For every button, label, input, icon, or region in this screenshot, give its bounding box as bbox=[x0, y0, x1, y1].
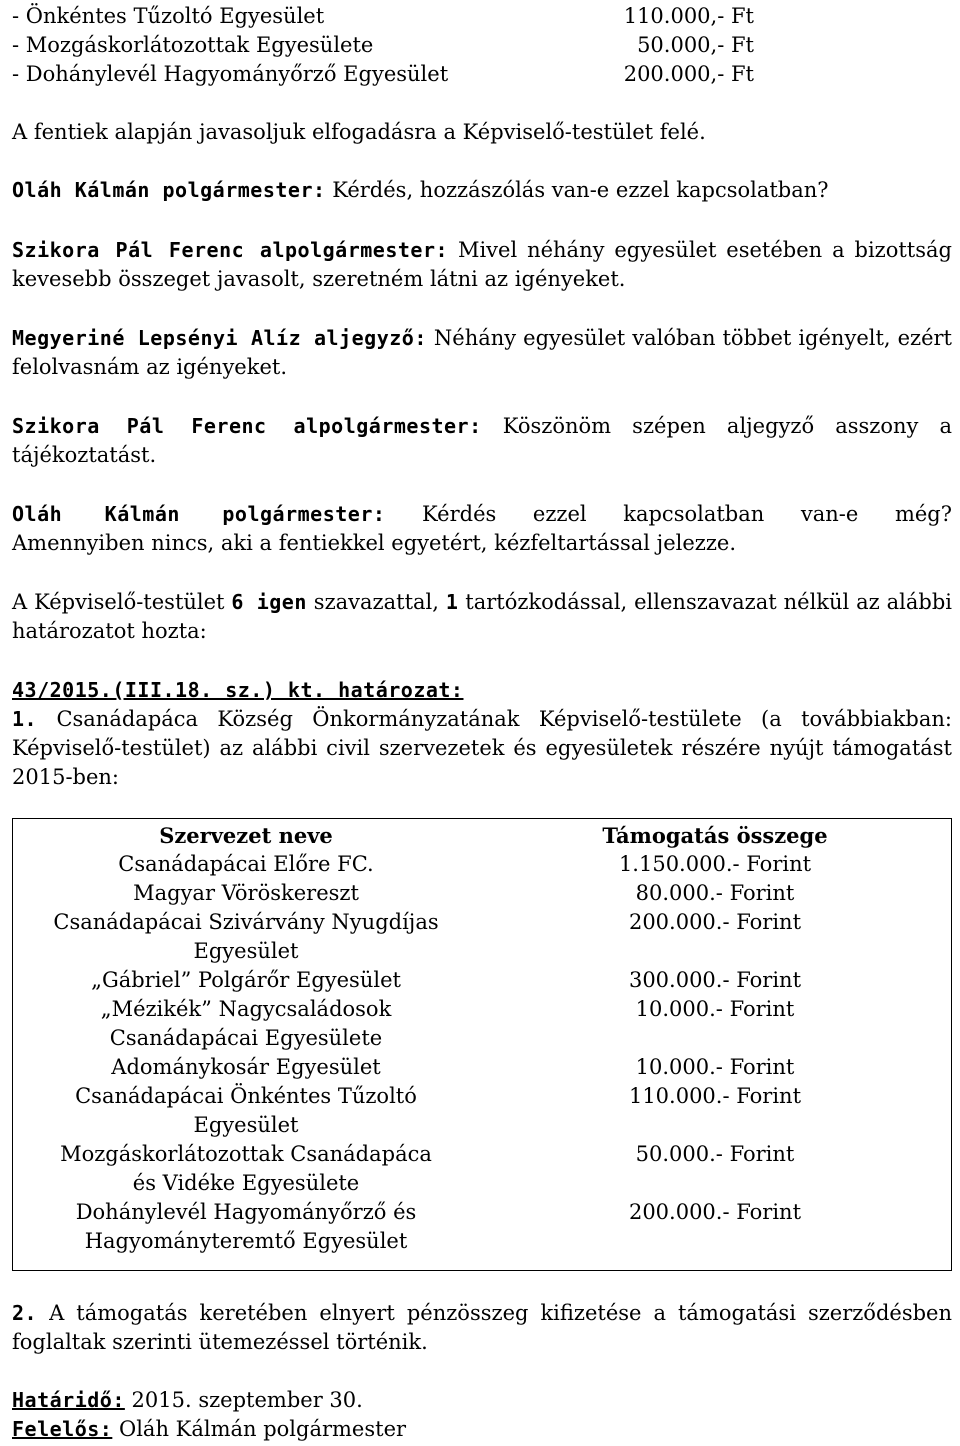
speaker-name: Oláh Kálmán polgármester: bbox=[12, 178, 326, 202]
deadline-line bbox=[12, 1386, 952, 1415]
resolution-title: 43/2015.(III.18. sz.) kt. határozat: bbox=[12, 678, 464, 702]
vote-paragraph: A Képviselő-testület 6 igen szavazattal, 1 tartózkodással, ellenszavazat nélkül az alábbi határozatot hozta: bbox=[12, 590, 952, 643]
table-row bbox=[13, 1053, 952, 1082]
support-amount: 200.000.- Forint bbox=[628, 1200, 802, 1224]
list-item: - Önkéntes Tűzoltó Egyesület 110.000,- Ft bbox=[12, 4, 754, 28]
deadline-label: Határidő: bbox=[12, 1388, 125, 1412]
support-amount: 1.150.000.- Forint bbox=[618, 852, 812, 876]
organization-name: Dohánylevél Hagyományőrző és Hagyományteremtő Egyesület bbox=[75, 1200, 417, 1253]
top-list bbox=[12, 2, 952, 89]
speech-continuation: Amennyiben nincs, aki a fentiekkel egyetért, kézfeltartással jelezze. bbox=[12, 531, 736, 555]
organization-name: „Gábriel” Polgárőr Egyesület bbox=[91, 968, 401, 992]
table-row bbox=[13, 879, 952, 908]
organization-name: Csanádapácai Önkéntes Tűzoltó Egyesület bbox=[75, 1084, 417, 1137]
responsible-label: Felelős: bbox=[12, 1417, 113, 1441]
organization-name: Adománykosár Egyesület bbox=[111, 1055, 381, 1079]
table-row bbox=[13, 966, 952, 995]
support-amount: 80.000.- Forint bbox=[635, 881, 795, 905]
deadline-value: 2015. szeptember 30. bbox=[124, 1388, 363, 1412]
speaker-name: Oláh Kálmán polgármester: bbox=[12, 502, 386, 526]
support-amount: 10.000.- Forint bbox=[635, 997, 795, 1021]
speaker-name: Megyeriné Lepsényi Alíz aljegyző: bbox=[12, 326, 427, 350]
speaker-name: Szikora Pál Ferenc alpolgármester: bbox=[12, 238, 449, 262]
vote-yes-count: 6 igen bbox=[231, 590, 307, 614]
point-number: 1. bbox=[12, 707, 38, 731]
speech-paragraph: Szikora Pál Ferenc alpolgármester: Köszönöm szépen aljegyző asszony a tájékoztatást. bbox=[12, 414, 952, 467]
support-amount: 200.000.- Forint bbox=[628, 910, 802, 934]
table-row bbox=[13, 1198, 952, 1271]
column-header-organization: Szervezet neve bbox=[159, 823, 333, 848]
table-row bbox=[13, 1140, 952, 1198]
resolution-point-2: 2. A támogatás keretében elnyert pénzösszeg kifizetése a támogatási szerződésben foglaltak szerinti ütemezéssel történik. bbox=[12, 1301, 952, 1354]
speech-paragraph: Megyeriné Lepsényi Alíz aljegyző: Néhány egyesület valóban többet igényelt, ezért felolvasnám az igényeket. bbox=[12, 326, 952, 379]
speech-paragraph: Oláh Kálmán polgármester: Kérdés, hozzászólás van-e ezzel kapcsolatban? bbox=[12, 178, 829, 202]
support-amount: 300.000.- Forint bbox=[628, 968, 802, 992]
vote-abstain-count: 1 bbox=[445, 590, 459, 614]
organization-name: Magyar Vöröskereszt bbox=[133, 881, 359, 905]
organization-name: Csanádapácai Előre FC. bbox=[118, 852, 374, 876]
column-header-amount: Támogatás összege bbox=[602, 823, 828, 848]
intro-paragraph: A fentiek alapján javasoljuk elfogadásra a Képviselő-testület felé. bbox=[12, 120, 706, 144]
speaker-name: Szikora Pál Ferenc alpolgármester: bbox=[12, 414, 482, 438]
speech-paragraph: Oláh Kálmán polgármester: Kérdés ezzel kapcsolatban van-e még? bbox=[12, 502, 953, 526]
support-table bbox=[12, 818, 952, 1271]
responsible-value: Oláh Kálmán polgármester bbox=[112, 1417, 407, 1441]
support-amount: 50.000.- Forint bbox=[635, 1142, 795, 1166]
support-amount: 10.000.- Forint bbox=[635, 1055, 795, 1079]
table-row bbox=[13, 1082, 952, 1140]
point-number: 2. bbox=[12, 1301, 38, 1325]
list-item: - Mozgáskorlátozottak Egyesülete 50.000,- Ft bbox=[12, 33, 754, 57]
table-row bbox=[13, 908, 952, 966]
organization-name: „Mézikék” Nagycsaládosok Csanádapácai Egyesülete bbox=[100, 997, 392, 1050]
table-row bbox=[13, 995, 952, 1053]
table-row bbox=[13, 850, 952, 879]
organization-name: Csanádapácai Szivárvány Nyugdíjas Egyesület bbox=[53, 910, 439, 963]
responsible-line bbox=[12, 1415, 952, 1444]
speech-paragraph: Szikora Pál Ferenc alpolgármester: Mivel néhány egyesület esetében a bizottság kevesebb összeget javasolt, szeretném látni az igényeket. bbox=[12, 238, 952, 291]
list-item: - Dohánylevél Hagyományőrző Egyesület 200.000,- Ft bbox=[12, 62, 754, 86]
support-amount: 110.000.- Forint bbox=[628, 1084, 802, 1108]
table-header-row bbox=[13, 819, 952, 851]
resolution-point-1: 1. Csanádapáca Község Önkormányzatának Képviselő-testülete (a továbbiakban: Képviselő-testület) az alábbi civil szervezetek és egyesületek részére nyújt támogatást 2015-ben: bbox=[12, 707, 952, 789]
organization-name: Mozgáskorlátozottak Csanádapáca és Vidéke Egyesülete bbox=[60, 1142, 432, 1195]
